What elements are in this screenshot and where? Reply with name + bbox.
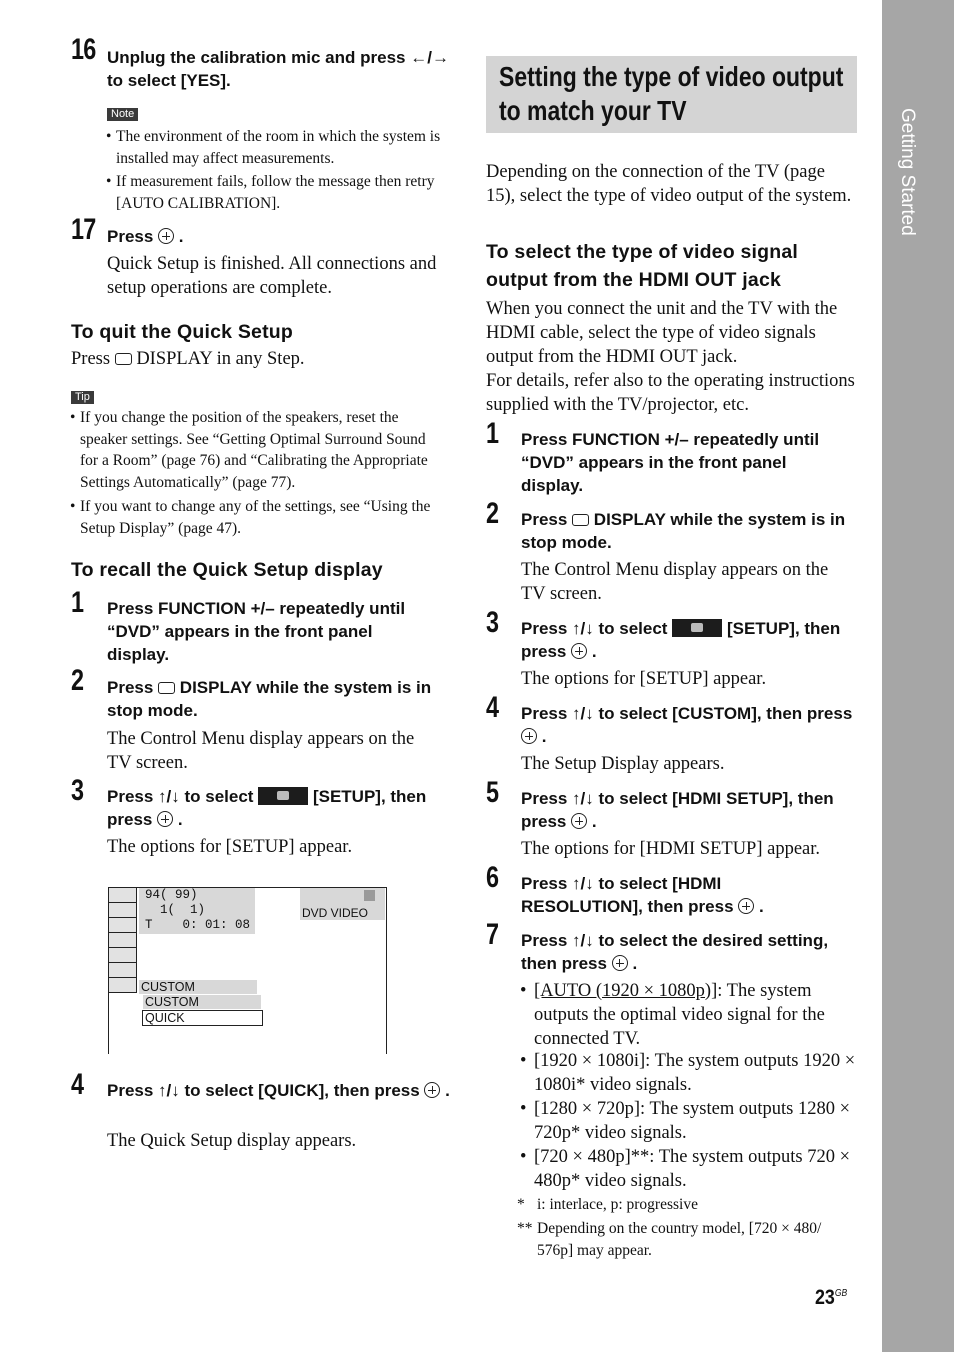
step-number: 4	[486, 691, 499, 724]
step-body: The Control Menu display appears on the TV screen.	[521, 560, 829, 604]
step-16-text: Unplug the calibration mic and press ←/→ to select [YES].	[107, 48, 449, 90]
hdmi-text: For details, refer also to the operating instructions supplied with the TV/projector, etc.	[486, 371, 855, 415]
enter-icon	[612, 955, 628, 971]
menu-option-selected: QUICK	[142, 1010, 263, 1026]
step-text: Press ↑/↓ to select [HDMI RESOLUTION], then press .	[521, 874, 764, 916]
step-number: 2	[71, 664, 84, 697]
status-square	[364, 890, 375, 901]
section-title: Setting the type of video output to match your TV	[499, 61, 844, 126]
quit-heading: To quit the Quick Setup	[71, 321, 293, 343]
menu-tab	[109, 918, 137, 933]
menu-tabs	[109, 888, 137, 993]
step-number: 2	[486, 497, 499, 530]
step-text: Press DISPLAY while the system is in stop mode.	[521, 510, 846, 552]
step-text: Press DISPLAY while the system is in stop mode.	[107, 678, 432, 720]
recall-heading: To recall the Quick Setup display	[71, 559, 383, 581]
menu-tab	[109, 963, 137, 978]
step-body: The options for [SETUP] appear.	[521, 669, 767, 689]
option-item: • [720 × 480p]**: The system outputs 720 × 480p* video signals.	[520, 1147, 851, 1191]
disc-type: DVD VIDEO	[300, 888, 385, 920]
step-body: The options for [SETUP] appear.	[107, 837, 353, 857]
step-text: Press ↑/↓ to select [HDMI SETUP], then press .	[521, 789, 834, 831]
hdmi-text: When you connect the unit and the TV with the HDMI cable, select the type of video signals output from the HDMI OUT jack.	[486, 299, 838, 367]
step-body: The Control Menu display appears on the TV screen.	[107, 729, 415, 773]
display-icon	[572, 514, 589, 526]
menu-tab	[109, 948, 137, 963]
display-icon	[158, 682, 175, 694]
step-17-body: Quick Setup is finished. All connections and setup operations are complete.	[107, 254, 437, 298]
enter-icon	[158, 228, 174, 244]
step-number: 17	[71, 213, 96, 246]
enter-icon	[424, 1082, 440, 1098]
enter-icon	[157, 811, 173, 827]
note-item: • The environment of the room in which the system is installed may affect measurements.	[106, 128, 441, 167]
footnote-mark: *	[517, 1196, 525, 1213]
footnote-mark: **	[517, 1220, 533, 1237]
step-number: 3	[486, 606, 499, 639]
step-number: 7	[486, 918, 499, 951]
menu-option: CUSTOM	[143, 995, 261, 1009]
tip-item: • If you want to change any of the settings, see “Using the Setup Display” (page 47).	[70, 498, 431, 537]
tip-item: • If you change the position of the speakers, reset the speaker settings. See “Getting Optimal Surround Sound for a Room” (page 76) and “Calibrating the Appropriate Settings Automatically” (page 77).	[70, 409, 428, 491]
footnote: Depending on the country model, [720 × 480/ 576p] may appear.	[537, 1220, 822, 1259]
enter-icon	[738, 898, 754, 914]
disc-info: 94( 99) 1( 1) T 0: 01: 08	[139, 888, 255, 934]
footnote: i: interlace, p: progressive	[537, 1196, 698, 1213]
menu-tab	[109, 933, 137, 948]
step-body: The Quick Setup display appears.	[107, 1131, 357, 1151]
step-text: Press ↑/↓ to select [SETUP], then press .	[107, 787, 427, 829]
step-number: 4	[71, 1068, 84, 1101]
enter-icon	[571, 813, 587, 829]
enter-icon	[571, 643, 587, 659]
hdmi-heading: To select the type of video signal output from the HDMI OUT jack	[486, 241, 799, 291]
side-tab	[882, 0, 954, 1352]
step-text: Press FUNCTION +/– repeatedly until “DVD” appears in the front panel display.	[521, 430, 820, 495]
menu-tab	[109, 903, 137, 918]
setup-icon	[258, 787, 308, 805]
tip-badge: Tip	[71, 391, 94, 404]
intro-text: Depending on the connection of the TV (page 15), select the type of video output of the system.	[486, 162, 852, 206]
quit-text: Press DISPLAY in any Step.	[71, 349, 305, 369]
note-badge: Note	[107, 108, 138, 121]
setup-icon	[672, 619, 722, 637]
side-tab-label	[896, 108, 918, 138]
step-number: 1	[71, 586, 84, 619]
step-body: The options for [HDMI SETUP] appear.	[521, 839, 821, 859]
menu-tab	[109, 978, 137, 993]
option-item: • [1280 × 720p]: The system outputs 1280 × 720p* video signals.	[520, 1099, 851, 1143]
step-text: Press FUNCTION +/– repeatedly until “DVD” appears in the front panel display.	[107, 599, 406, 664]
step-number: 16	[71, 33, 96, 66]
step-number: 1	[486, 417, 499, 450]
quick-setup-screen	[108, 887, 387, 1054]
step-text: Press ↑/↓ to select the desired setting, then press .	[521, 931, 829, 973]
option-item: • [1920 × 1080i]: The system outputs 1920 × 1080i* video signals.	[520, 1051, 856, 1095]
note-item: • If measurement fails, follow the message then retry [AUTO CALIBRATION].	[106, 173, 435, 212]
enter-icon	[521, 728, 537, 744]
step-text: Press ↑/↓ to select [CUSTOM], then press .	[521, 704, 853, 746]
menu-tab	[109, 888, 137, 903]
step-number: 5	[486, 776, 499, 809]
page-number: $23^{GB}$	[815, 1286, 848, 1309]
step-text: Press ↑/↓ to select [QUICK], then press .	[107, 1081, 450, 1100]
display-icon	[115, 353, 132, 365]
option-item: • [AUTO (1920 × 1080p)]: The system outputs the optimal video signal for the connected TV.	[520, 981, 825, 1049]
step-17-text: Press .	[107, 227, 184, 246]
step-number: 3	[71, 774, 84, 807]
step-body: The Setup Display appears.	[521, 754, 725, 774]
step-number: 6	[486, 861, 499, 894]
step-text: Press ↑/↓ to select [SETUP], then press .	[521, 619, 841, 661]
menu-option: CUSTOM	[139, 980, 257, 994]
